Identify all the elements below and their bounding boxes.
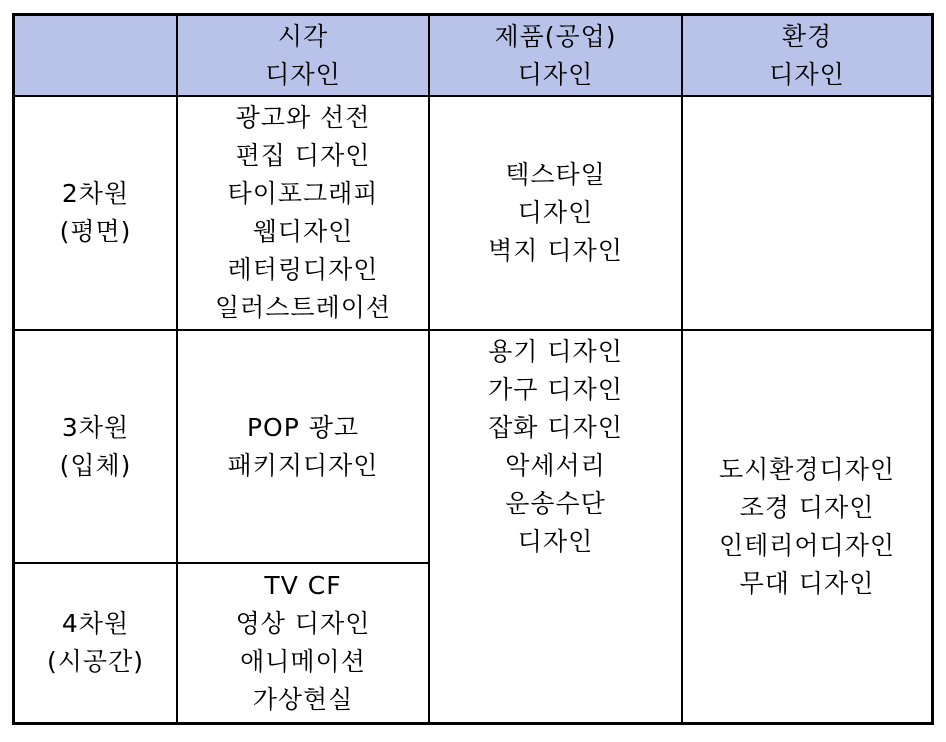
cell-3d-visual <box>178 331 428 562</box>
row-label-line: 3차원 <box>61 412 130 442</box>
list-item: 일러스트레이션 <box>214 293 392 322</box>
list-item: 타이포그래피 <box>227 179 379 208</box>
row-label-line: (시공간) <box>47 647 144 676</box>
cell-4d-product-empty <box>430 564 681 722</box>
cell-2d-visual <box>178 97 428 329</box>
header-line: 제품(공업) <box>494 21 617 51</box>
header-empty-cell <box>15 16 176 95</box>
row-label-line: (평면) <box>59 217 132 246</box>
design-classification-table <box>12 13 934 725</box>
cell-2d-product <box>430 97 681 329</box>
header-line: 디자인 <box>769 59 845 89</box>
header-line: 환경 <box>781 21 833 51</box>
header-visual-design <box>178 16 428 95</box>
list-item: 잡화 디자인 <box>488 412 623 442</box>
list-item: 패키지디자인 <box>227 450 379 480</box>
cell-4d-visual <box>178 564 428 722</box>
list-item: 애니메이션 <box>240 647 366 676</box>
list-item: 편집 디자인 <box>235 141 371 170</box>
list-item: 디자인 <box>517 526 594 556</box>
row-label-3d <box>15 331 176 562</box>
list-item: 무대 디자인 <box>739 568 875 598</box>
header-line: 디자인 <box>265 59 341 89</box>
cell-environment-merged <box>683 331 931 722</box>
row-label-line: 2차원 <box>61 179 130 208</box>
cell-3d-product <box>430 331 681 562</box>
list-item: 가구 디자인 <box>488 374 623 404</box>
list-item: POP 광고 <box>246 412 360 442</box>
list-item: 도시환경디자인 <box>718 454 896 484</box>
list-item: 운송수단 <box>505 488 606 518</box>
list-item: 레터링디자인 <box>227 255 379 284</box>
list-item: 인테리어디자인 <box>718 530 896 560</box>
header-line: 디자인 <box>517 59 594 89</box>
header-product-design <box>430 16 681 95</box>
row-label-4d <box>15 564 176 722</box>
list-item: 광고와 선전 <box>235 103 371 132</box>
row-label-line: (입체) <box>59 450 132 480</box>
cell-2d-environment-empty <box>683 97 931 329</box>
list-item: 텍스타일 <box>505 160 606 189</box>
row-label-2d <box>15 97 176 329</box>
list-item: 벽지 디자인 <box>488 236 623 265</box>
header-environment-design <box>683 16 931 95</box>
list-item: 웹디자인 <box>252 217 354 246</box>
header-line: 시각 <box>277 21 329 51</box>
list-item: 악세서리 <box>505 450 606 480</box>
row-label-line: 4차원 <box>61 609 130 638</box>
list-item: 영상 디자인 <box>235 609 371 638</box>
list-item: 가상현실 <box>252 685 354 714</box>
list-item: 용기 디자인 <box>488 336 623 366</box>
list-item: 조경 디자인 <box>739 492 875 522</box>
list-item: 디자인 <box>517 198 594 227</box>
list-item: TV CF <box>264 571 342 600</box>
